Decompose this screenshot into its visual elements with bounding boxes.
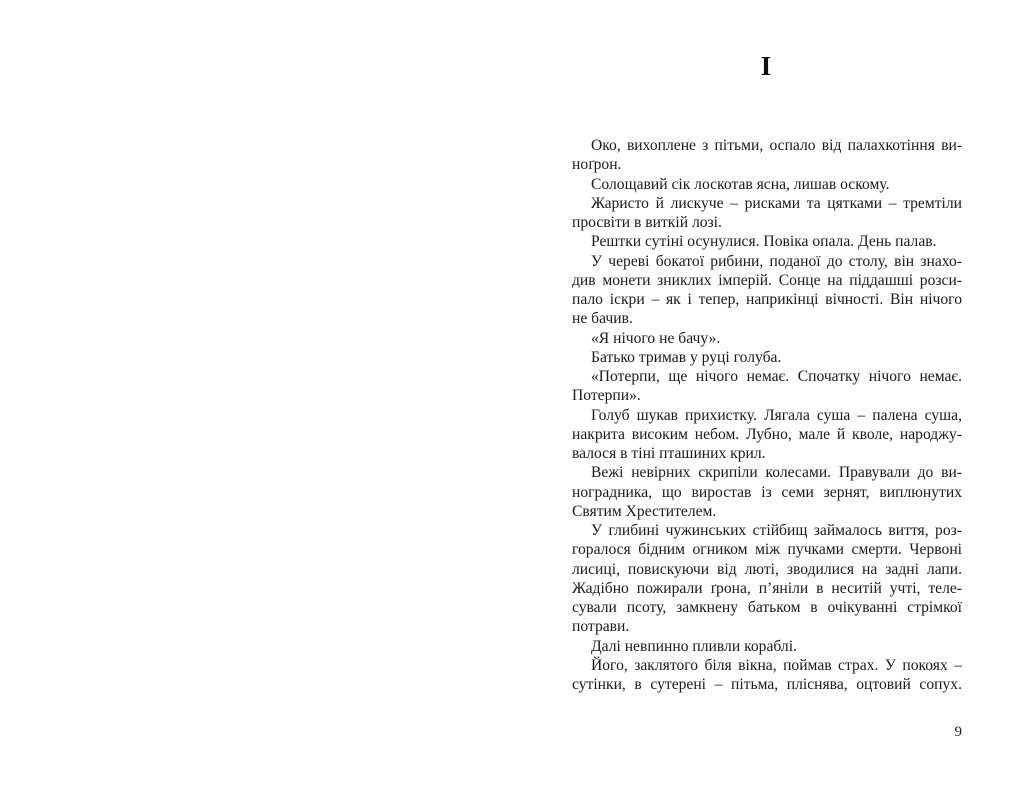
- text-line: Святим Хрестителем.: [572, 502, 717, 520]
- chapter-heading: I: [760, 51, 772, 81]
- text-line: ноґрон.: [572, 156, 622, 174]
- text-line: Вежі невірних скрипіли колесами. Правували до ви-: [591, 464, 962, 482]
- text-line: горалося бідним огником між пучками смерти. Червоні: [572, 541, 962, 559]
- text-line: Жадібно пожирали ґрона, п’яніли в неситій учті, теле-: [572, 579, 962, 597]
- text-line: сували псоту, замкнену батьком в очікуванні стрімкої: [572, 599, 962, 616]
- text-line: сутінки, в сутерені – пітьма, пліснява, оцтовий сопух.: [572, 676, 962, 693]
- text-line: Батько тримав у руці голуба.: [591, 348, 782, 366]
- text-line: накрита високим небом. Лубно, мале й кволе, народжу-: [572, 425, 962, 443]
- text-line: потрави.: [572, 618, 630, 636]
- text-line: «Потерпи, ще нічого немає. Спочатку нічого немає.: [591, 368, 962, 385]
- text-line: Рештки сутіні осунулися. Повіка опала. День палав.: [591, 233, 937, 251]
- text-line: пало іскри – як і тепер, наприкінці вічності. Він нічого: [572, 291, 962, 308]
- text-line: У глибині чужинських стійбищ займалось виття, роз-: [591, 522, 962, 539]
- text-line: У череві бокатої рибини, поданої до столу, він знахо-: [591, 252, 962, 270]
- text-line: лисиці, повискуючи від люті, зводилися на задні лапи.: [572, 560, 962, 578]
- text-line: ноградника, що виростав із семи зернят, виплюнутих: [572, 483, 962, 501]
- text-line: Його, заклятого біля вікна, поймав страх. У покоях –: [591, 656, 962, 674]
- text-line: див монети зниклих імперій. Сонце на піддашші розси-: [572, 271, 962, 289]
- text-line: «Я нічого не бачу».: [591, 329, 721, 347]
- body-text: [572, 136, 962, 694]
- text-line: Голуб шукав прихистку. Лягала суша – палена суша,: [591, 406, 962, 424]
- text-line: просвіти в виткій лозі.: [572, 214, 722, 231]
- page-number: 9: [954, 724, 962, 740]
- text-line: Потерпи».: [572, 387, 641, 405]
- text-line: Далі невпинно пливли кораблі.: [591, 637, 797, 655]
- text-line: не бачив.: [572, 310, 633, 328]
- text-line: Око, вихоплене з пітьми, оспало від палахкотіння ви-: [591, 137, 962, 154]
- text-line: Солощавий сік лоскотав ясна, лишав оскому.: [591, 175, 890, 193]
- text-line: Жаристо й лискуче – рисками та цятками – тремтіли: [591, 194, 962, 212]
- text-line: валося в тіні пташиних крил.: [572, 445, 766, 462]
